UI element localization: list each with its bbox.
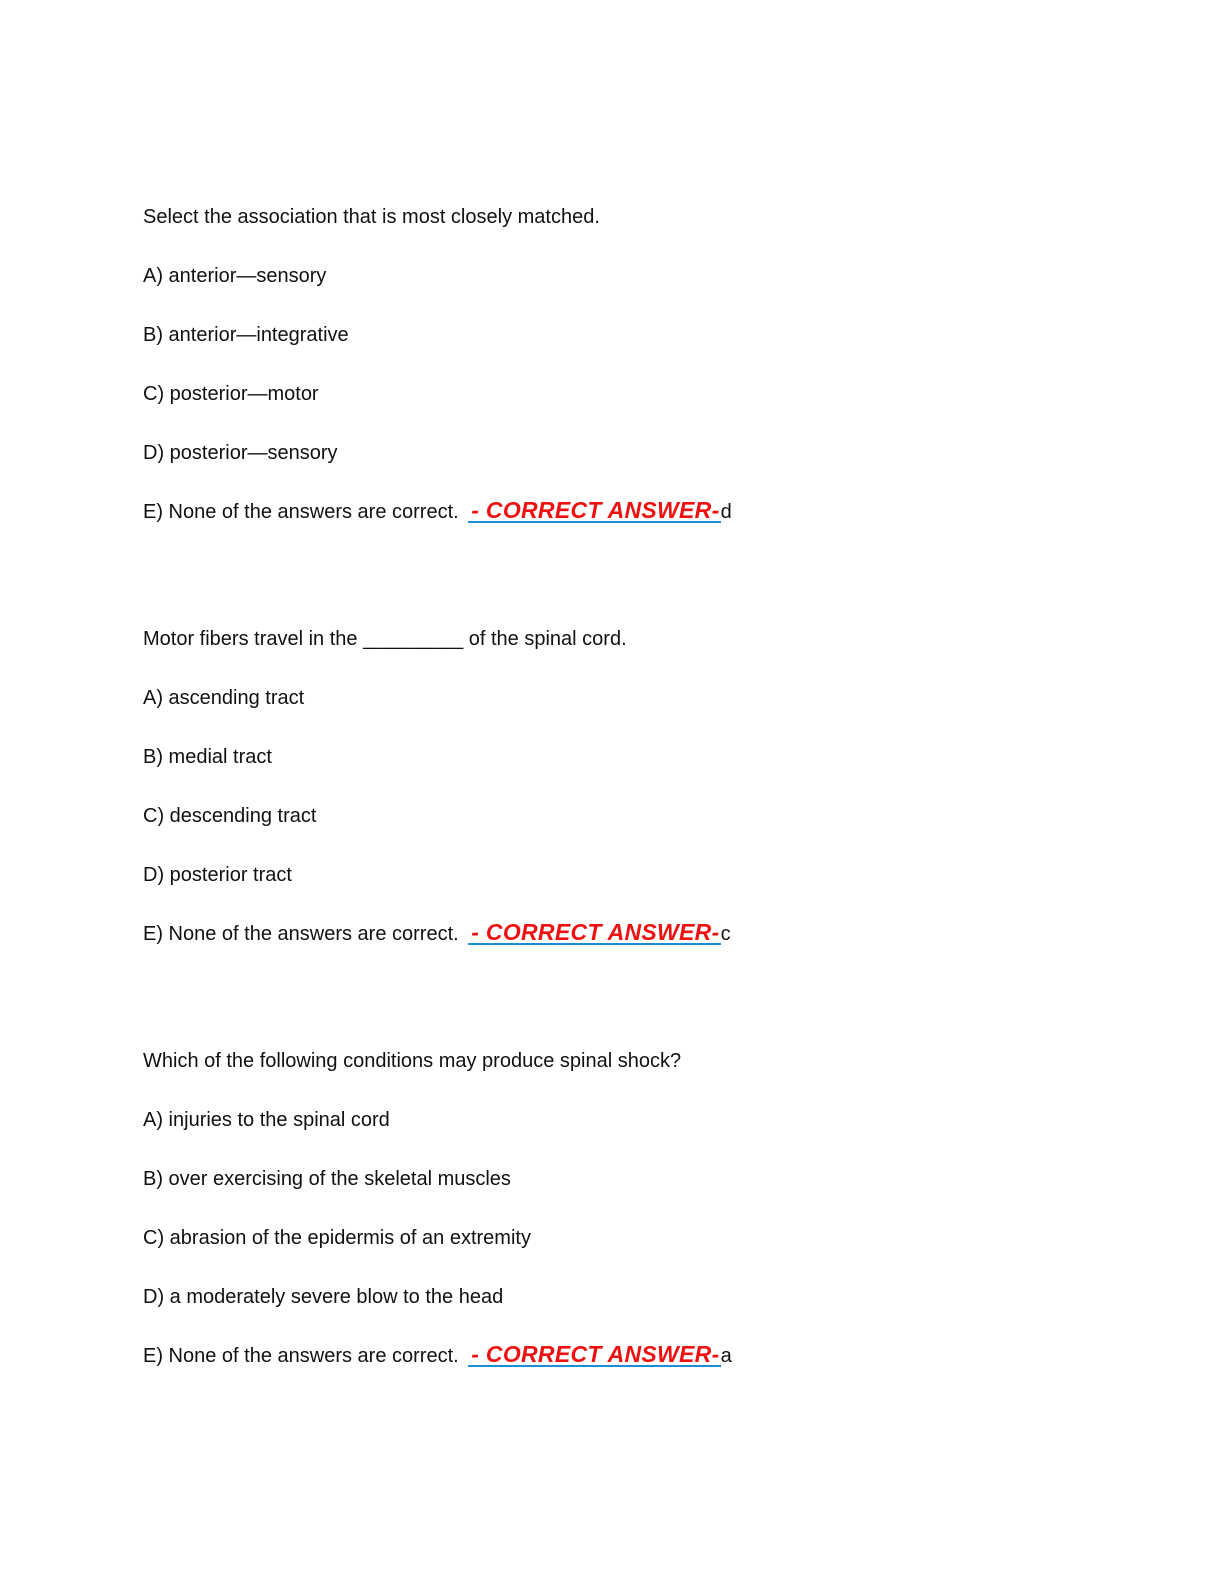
correct-answer-marker: - CORRECT ANSWER- (468, 1343, 720, 1367)
option-d: D) posterior—sensory (143, 442, 338, 464)
question-1 (143, 203, 1043, 526)
question-2 (143, 625, 1043, 948)
correct-answer-letter: a (720, 1345, 732, 1367)
question-prompt: Motor fibers travel in the _________ of the spinal cord. (143, 628, 627, 650)
question-3 (143, 1047, 1043, 1370)
option-d: D) a moderately severe blow to the head (143, 1286, 504, 1308)
option-e: E) None of the answers are correct. (143, 1345, 459, 1367)
option-e: E) None of the answers are correct. (143, 923, 459, 945)
option-a: A) anterior—sensory (143, 265, 327, 287)
option-e: E) None of the answers are correct. (143, 501, 459, 523)
correct-answer-letter: d (720, 501, 732, 523)
option-c: C) abrasion of the epidermis of an extremity (143, 1227, 531, 1249)
option-c: C) posterior—motor (143, 383, 319, 405)
correct-answer-letter: c (720, 923, 731, 945)
correct-answer-marker: - CORRECT ANSWER- (468, 921, 720, 945)
question-prompt: Which of the following conditions may produce spinal shock? (143, 1050, 682, 1072)
option-e-row (143, 498, 1043, 526)
option-b: B) medial tract (143, 746, 272, 768)
option-e-row (143, 920, 1043, 948)
option-a: A) ascending tract (143, 687, 305, 709)
option-b: B) over exercising of the skeletal muscles (143, 1168, 511, 1190)
option-b: B) anterior—integrative (143, 324, 349, 346)
option-a: A) injuries to the spinal cord (143, 1109, 390, 1131)
correct-answer-marker: - CORRECT ANSWER- (468, 499, 720, 523)
option-c: C) descending tract (143, 805, 317, 827)
option-e-row (143, 1342, 1043, 1370)
option-d: D) posterior tract (143, 864, 292, 886)
question-prompt: Select the association that is most closely matched. (143, 206, 600, 228)
